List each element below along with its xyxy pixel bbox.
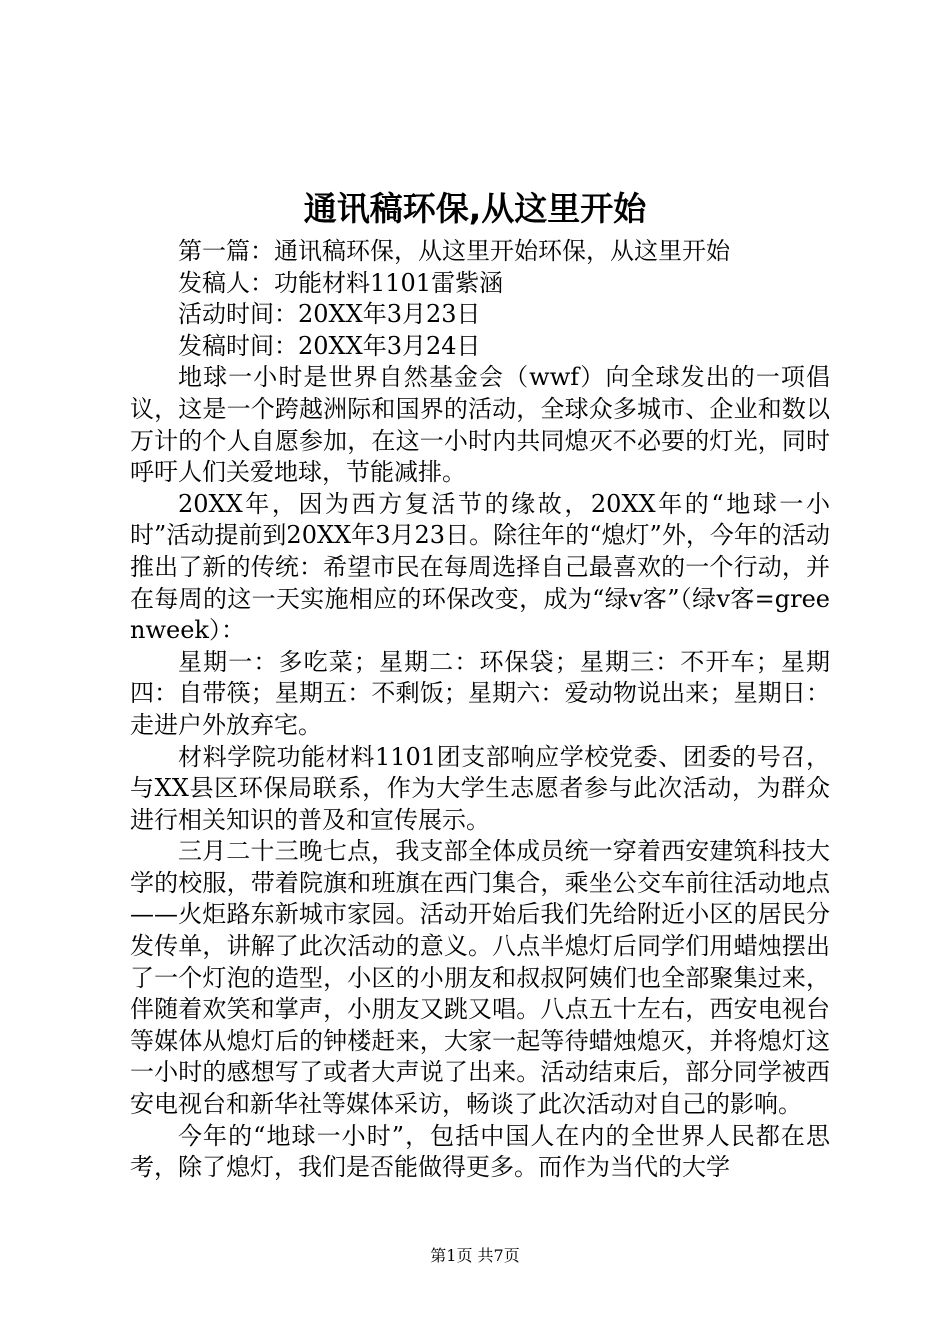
- paragraph-author: 发稿人：功能材料1101雷紫涵: [178, 268, 504, 297]
- paragraph-reflection: 今年的“地球一小时”，包括中国人在内的全世界人民都在思考，除了熄灯，我们是否能做得更多。而作为当代的大学: [130, 1121, 830, 1182]
- paragraph-activity: 三月二十三晚七点，我支部全体成员统一穿着西安建筑科技大学的校服，带着院旗和班旗在西门集合，乘坐公交车前往活动地点——火炬路东新城市家园。活动开始后我们先给附近小区的居民分发传单，讲解了此次活动的意义。八点半熄灯后同学们用蜡烛摆出了一个灯泡的造型，小区的小朋友和叔叔阿姨们也全部聚集过来，伴随着欢笑和掌声，小朋友又跳又唱。八点五十左右，西安电视台等媒体从熄灯后的钟楼赶来，大家一起等待蜡烛熄灭，并将熄灯这一小时的感想写了或者大声说了出来。活动结束后，部分同学被西安电视台和新华社等媒体采访，畅谈了此次活动对自己的影响。: [130, 837, 830, 1119]
- document-body: [130, 236, 830, 1184]
- paragraph-event-time: 活动时间：20XX年3月23日: [178, 300, 481, 329]
- paragraph-this-year: 20XX年，因为西方复活节的缘故，20XX年的“地球一小时”活动提前到20XX年3月23日。除往年的“熄灯”外，今年的活动推出了新的传统：希望市民在每周选择自己最喜欢的一个行动，并在每周的这一天实施相应的环保改变，成为“绿v客”（绿v客=greenweek）：: [130, 489, 830, 645]
- page-footer: 第1页 共7页: [430, 1246, 520, 1265]
- paragraph-heading: 第一篇：通讯稿环保，从这里开始环保，从这里开始: [178, 237, 730, 265]
- document-title: 通讯稿环保,从这里开始: [303, 189, 647, 228]
- paragraph-weekdays: 星期一：多吃菜；星期二：环保袋；星期三：不开车；星期四：自带筷；星期五：不剩饭；星期六：爱动物说出来；星期日：走进户外放弃宅。: [130, 647, 830, 739]
- paragraph-publish-time: 发稿时间：20XX年3月24日: [178, 331, 481, 360]
- paragraph-earth-hour-intro: 地球一小时是世界自然基金会（wwf）向全球发出的一项倡议，这是一个跨越洲际和国界的活动，全球众多城市、企业和数以万计的个人自愿参加，在这一小时内共同熄灭不必要的灯光，同时呼吁人们关爱地球，节能减排。: [130, 363, 830, 487]
- paragraph-participation: 材料学院功能材料1101团支部响应学校党委、团委的号召，与XX县区环保局联系，作为大学生志愿者参与此次活动，为群众进行相关知识的普及和宣传展示。: [130, 742, 830, 834]
